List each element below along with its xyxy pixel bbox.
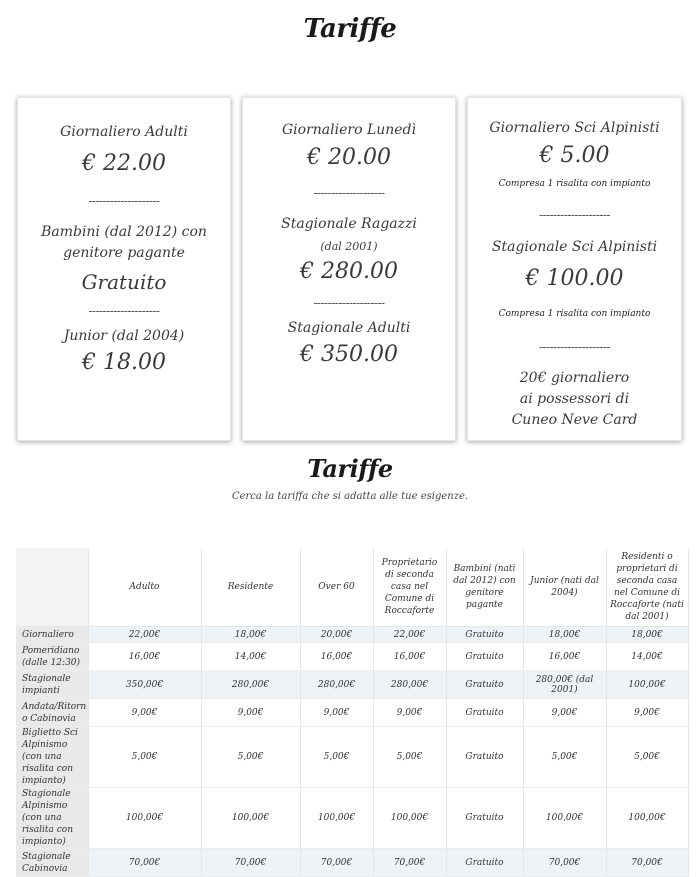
table-row-label: Andata/Ritorn o Cabinovia (16, 699, 88, 727)
table-header-cell (16, 548, 88, 627)
table-cell: 18,00€ (523, 627, 606, 643)
table-row (16, 699, 688, 727)
table-cell: Gratuito (446, 643, 523, 671)
card-price: € 100.00 (525, 266, 624, 291)
table-cell: 70,00€ (373, 849, 446, 877)
table-cell: Gratuito (446, 727, 523, 788)
table-cell: Gratuito (446, 788, 523, 849)
table-cell: 350,00€ (88, 671, 201, 699)
table-cell: 70,00€ (523, 849, 606, 877)
card-label: Stagionale Ragazzi (281, 216, 417, 232)
table-row-label: Biglietto Sci Alpinismo (con una risalita con impianto) (16, 727, 88, 788)
table-cell: 100,00€ (373, 788, 446, 849)
table-cell: 100,00€ (606, 788, 688, 849)
table-header-cell: Residenti o proprietari di seconda casa nel Comune di Roccaforte (nati dal 2001) (606, 548, 688, 627)
table-cell: 16,00€ (88, 643, 201, 671)
table-header-cell: Over 60 (300, 548, 373, 627)
card-label: Bambini (dal 2012) con (41, 224, 207, 240)
card-label: Cuneo Neve Card (511, 412, 638, 428)
table-cell: 100,00€ (523, 788, 606, 849)
table-cell: 70,00€ (88, 849, 201, 877)
table-cell: 16,00€ (373, 643, 446, 671)
card-price: € 18.00 (82, 350, 166, 375)
tariff-card-2 (242, 97, 456, 441)
table-cell: Gratuito (446, 699, 523, 727)
table-cell: 5,00€ (300, 727, 373, 788)
card-label: Stagionale Sci Alpinisti (491, 239, 658, 255)
card-separator: -------------------- (538, 340, 611, 354)
table-cell: 100,00€ (606, 671, 688, 699)
table-row-label: Stagionale Cabinovia (16, 849, 88, 877)
card-note: Compresa 1 risalita con impianto (498, 179, 651, 189)
card-note: Compresa 1 risalita con impianto (498, 309, 651, 319)
tariff-card-3 (467, 97, 682, 441)
table-cell: 22,00€ (88, 627, 201, 643)
table-cell: Gratuito (446, 627, 523, 643)
table-header-row (16, 548, 688, 627)
table-header-cell: Adulto (88, 548, 201, 627)
section-title: Tariffe (307, 454, 393, 483)
table-cell: 100,00€ (88, 788, 201, 849)
card-label: Giornaliero Lunedì (281, 122, 416, 138)
card-label: 20€ giornaliero (519, 370, 630, 386)
table-cell: 5,00€ (201, 727, 300, 788)
table-cell: 18,00€ (201, 627, 300, 643)
card-label: Stagionale Adulti (287, 320, 411, 336)
table-row-label: Pomeridiano (dalle 12:30) (16, 643, 88, 671)
table-cell: 9,00€ (606, 699, 688, 727)
table-cell: 22,00€ (373, 627, 446, 643)
table-cell: 70,00€ (300, 849, 373, 877)
table-cell: 5,00€ (88, 727, 201, 788)
table-header-cell: Bambini (nati dal 2012) con genitore pagante (446, 548, 523, 627)
table-cell: 280,00€ (201, 671, 300, 699)
card-price: € 22.00 (82, 151, 166, 176)
table-cell: 16,00€ (523, 643, 606, 671)
card-separator: -------------------- (313, 296, 385, 310)
card-price: Gratuito (81, 270, 167, 294)
table-cell: 5,00€ (523, 727, 606, 788)
table-header-cell: Junior (nati dal 2004) (523, 548, 606, 627)
table-cell: 18,00€ (606, 627, 688, 643)
table-cell: Gratuito (446, 671, 523, 699)
rates-table (16, 548, 689, 877)
table-cell: 9,00€ (523, 699, 606, 727)
table-cell: 9,00€ (88, 699, 201, 727)
table-cell: 20,00€ (300, 627, 373, 643)
table-row (16, 727, 688, 788)
card-separator: -------------------- (88, 304, 160, 318)
table-cell: 280,00€ (300, 671, 373, 699)
table-row (16, 627, 688, 643)
table-row-label: Stagionale impianti (16, 671, 88, 699)
table-cell: 16,00€ (300, 643, 373, 671)
card-label: Giornaliero Sci Alpinisti (489, 120, 660, 136)
table-cell: 9,00€ (373, 699, 446, 727)
table-row-label: Giornaliero (16, 627, 88, 643)
table-header-cell: Residente (201, 548, 300, 627)
card-label: genitore pagante (63, 245, 185, 261)
table-row (16, 643, 688, 671)
table-cell: 14,00€ (606, 643, 688, 671)
card-separator: -------------------- (538, 208, 611, 222)
card-separator: -------------------- (313, 186, 385, 200)
table-cell: 70,00€ (606, 849, 688, 877)
card-label: Giornaliero Adulti (60, 124, 188, 140)
table-row (16, 671, 688, 699)
table-cell: Gratuito (446, 849, 523, 877)
table-row (16, 849, 688, 877)
table-cell: 100,00€ (201, 788, 300, 849)
table-cell: 9,00€ (201, 699, 300, 727)
section-subtitle: Cerca la tariffa che si adatta alle tue esigenze. (231, 491, 469, 502)
card-separator: -------------------- (88, 194, 160, 208)
card-label: Junior (dal 2004) (63, 328, 185, 344)
table-cell: 280,00€ (373, 671, 446, 699)
table-cell: 280,00€ (dal 2001) (523, 671, 606, 699)
table-cell: 70,00€ (201, 849, 300, 877)
table-cell: 9,00€ (300, 699, 373, 727)
card-price: € 5.00 (539, 143, 610, 168)
tariff-card-1 (17, 97, 231, 441)
card-price: € 350.00 (300, 342, 398, 367)
table-cell: 5,00€ (373, 727, 446, 788)
table-row (16, 788, 688, 849)
card-price: € 20.00 (307, 145, 391, 170)
card-price: € 280.00 (300, 259, 398, 284)
table-row-label: Stagionale Alpinismo (con una risalita con impianto) (16, 788, 88, 849)
table-header-cell: Proprietario di seconda casa nel Comune di Roccaforte (373, 548, 446, 627)
table-cell: 14,00€ (201, 643, 300, 671)
card-sublabel: (dal 2001) (320, 240, 378, 253)
table-cell: 5,00€ (606, 727, 688, 788)
table-cell: 100,00€ (300, 788, 373, 849)
card-label: ai possessori di (519, 391, 630, 407)
page-title: Tariffe (303, 14, 397, 44)
